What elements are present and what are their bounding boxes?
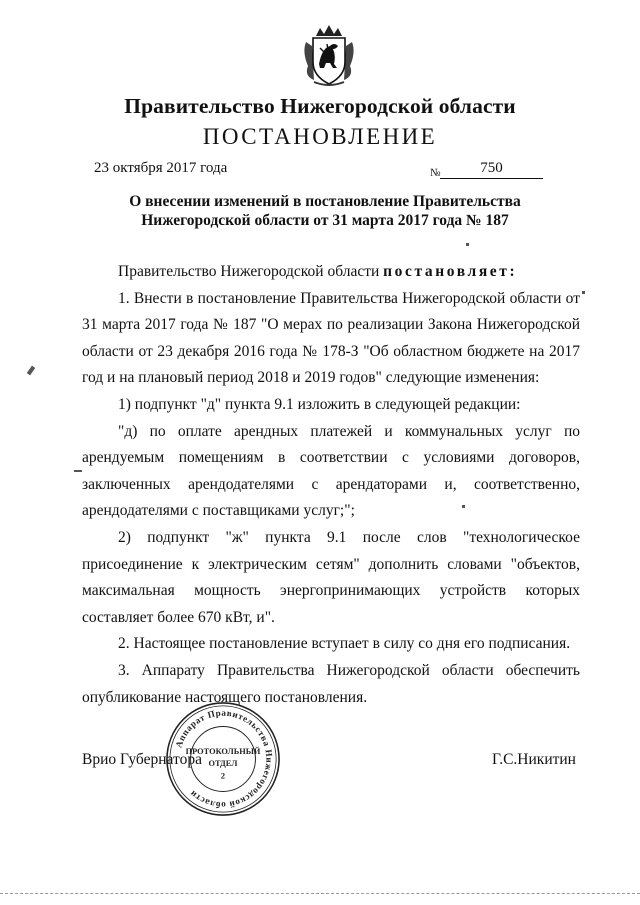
document-date: 23 октября 2017 года bbox=[94, 160, 228, 176]
signatory-title: Врио Губернатора bbox=[82, 751, 202, 768]
organization-name: Правительство Нижегородской области bbox=[124, 94, 516, 118]
subparagraph-1-1: 1) подпункт "д" пункта 9.1 изложить в следующей редакции: bbox=[118, 395, 521, 413]
scan-speck bbox=[27, 366, 35, 376]
paragraph-1: 1. Внести в постановление Правительства Нижегородской области от 31 марта 2017 года № 187 "О мерах по реализации Закона Нижегородской области от 23 декабря 2016 года № 178-З "Об областном бюджете на 2017 год и на плановый период 2018 и 2019 годов" следующие изменения: bbox=[82, 289, 580, 387]
scan-speck bbox=[462, 505, 465, 508]
coat-of-arms-icon bbox=[300, 22, 358, 88]
stamp-center-line: ОТДЕЛ bbox=[208, 758, 238, 768]
scan-speck bbox=[74, 470, 82, 472]
stamp-ring-text: Аппарат Правительства Нижегородской области bbox=[173, 707, 275, 811]
intro-text: Правительство Нижегородской области bbox=[118, 263, 384, 280]
intro-paragraph bbox=[82, 259, 580, 286]
document-number: 750 bbox=[440, 160, 543, 179]
paragraph-2: 2. Настоящее постановление вступает в силу со дня его подписания. bbox=[118, 635, 571, 653]
scan-speck bbox=[582, 291, 585, 294]
subparagraph-1-1-text: "д) по оплате арендных платежей и коммунальных услуг по арендуемым помещениям в соответствии с условиями договоров, заключенных арендодателями с арендаторами и, соответственно, арендодателями с поставщиками услуг;"; bbox=[82, 422, 580, 520]
resolution-word: постановляет: bbox=[383, 263, 518, 280]
stamp-center-line: 2 bbox=[220, 771, 226, 781]
subject-line: Нижегородской области от 31 марта 2017 года № 187 bbox=[141, 212, 509, 229]
stamp-center-line: ПРОТОКОЛЬНЫЙ bbox=[185, 747, 261, 757]
paragraph-3: 3. Аппарату Правительства Нижегородской области обеспечить опубликование настоящего постановления. bbox=[82, 661, 580, 706]
document-subject bbox=[110, 192, 540, 230]
number-label: № bbox=[430, 167, 441, 179]
subparagraph-1-2: 2) подпункт "ж" пункта 9.1 после слов "технологическое присоединение к электрическим сетям" дополнить словами "объектов, максимальная мощность энергопринимающих устройств которых составляет более 670 кВт, и". bbox=[82, 528, 580, 626]
subject-line: О внесении изменений в постановление Правительства bbox=[129, 193, 521, 210]
signatory-name: Г.С.Никитин bbox=[492, 751, 576, 768]
document-type: ПОСТАНОВЛЕНИЕ bbox=[202, 124, 438, 149]
scan-bottom-edge bbox=[0, 893, 640, 895]
scan-speck bbox=[466, 243, 469, 246]
official-stamp bbox=[164, 700, 282, 818]
document-body bbox=[82, 259, 580, 711]
